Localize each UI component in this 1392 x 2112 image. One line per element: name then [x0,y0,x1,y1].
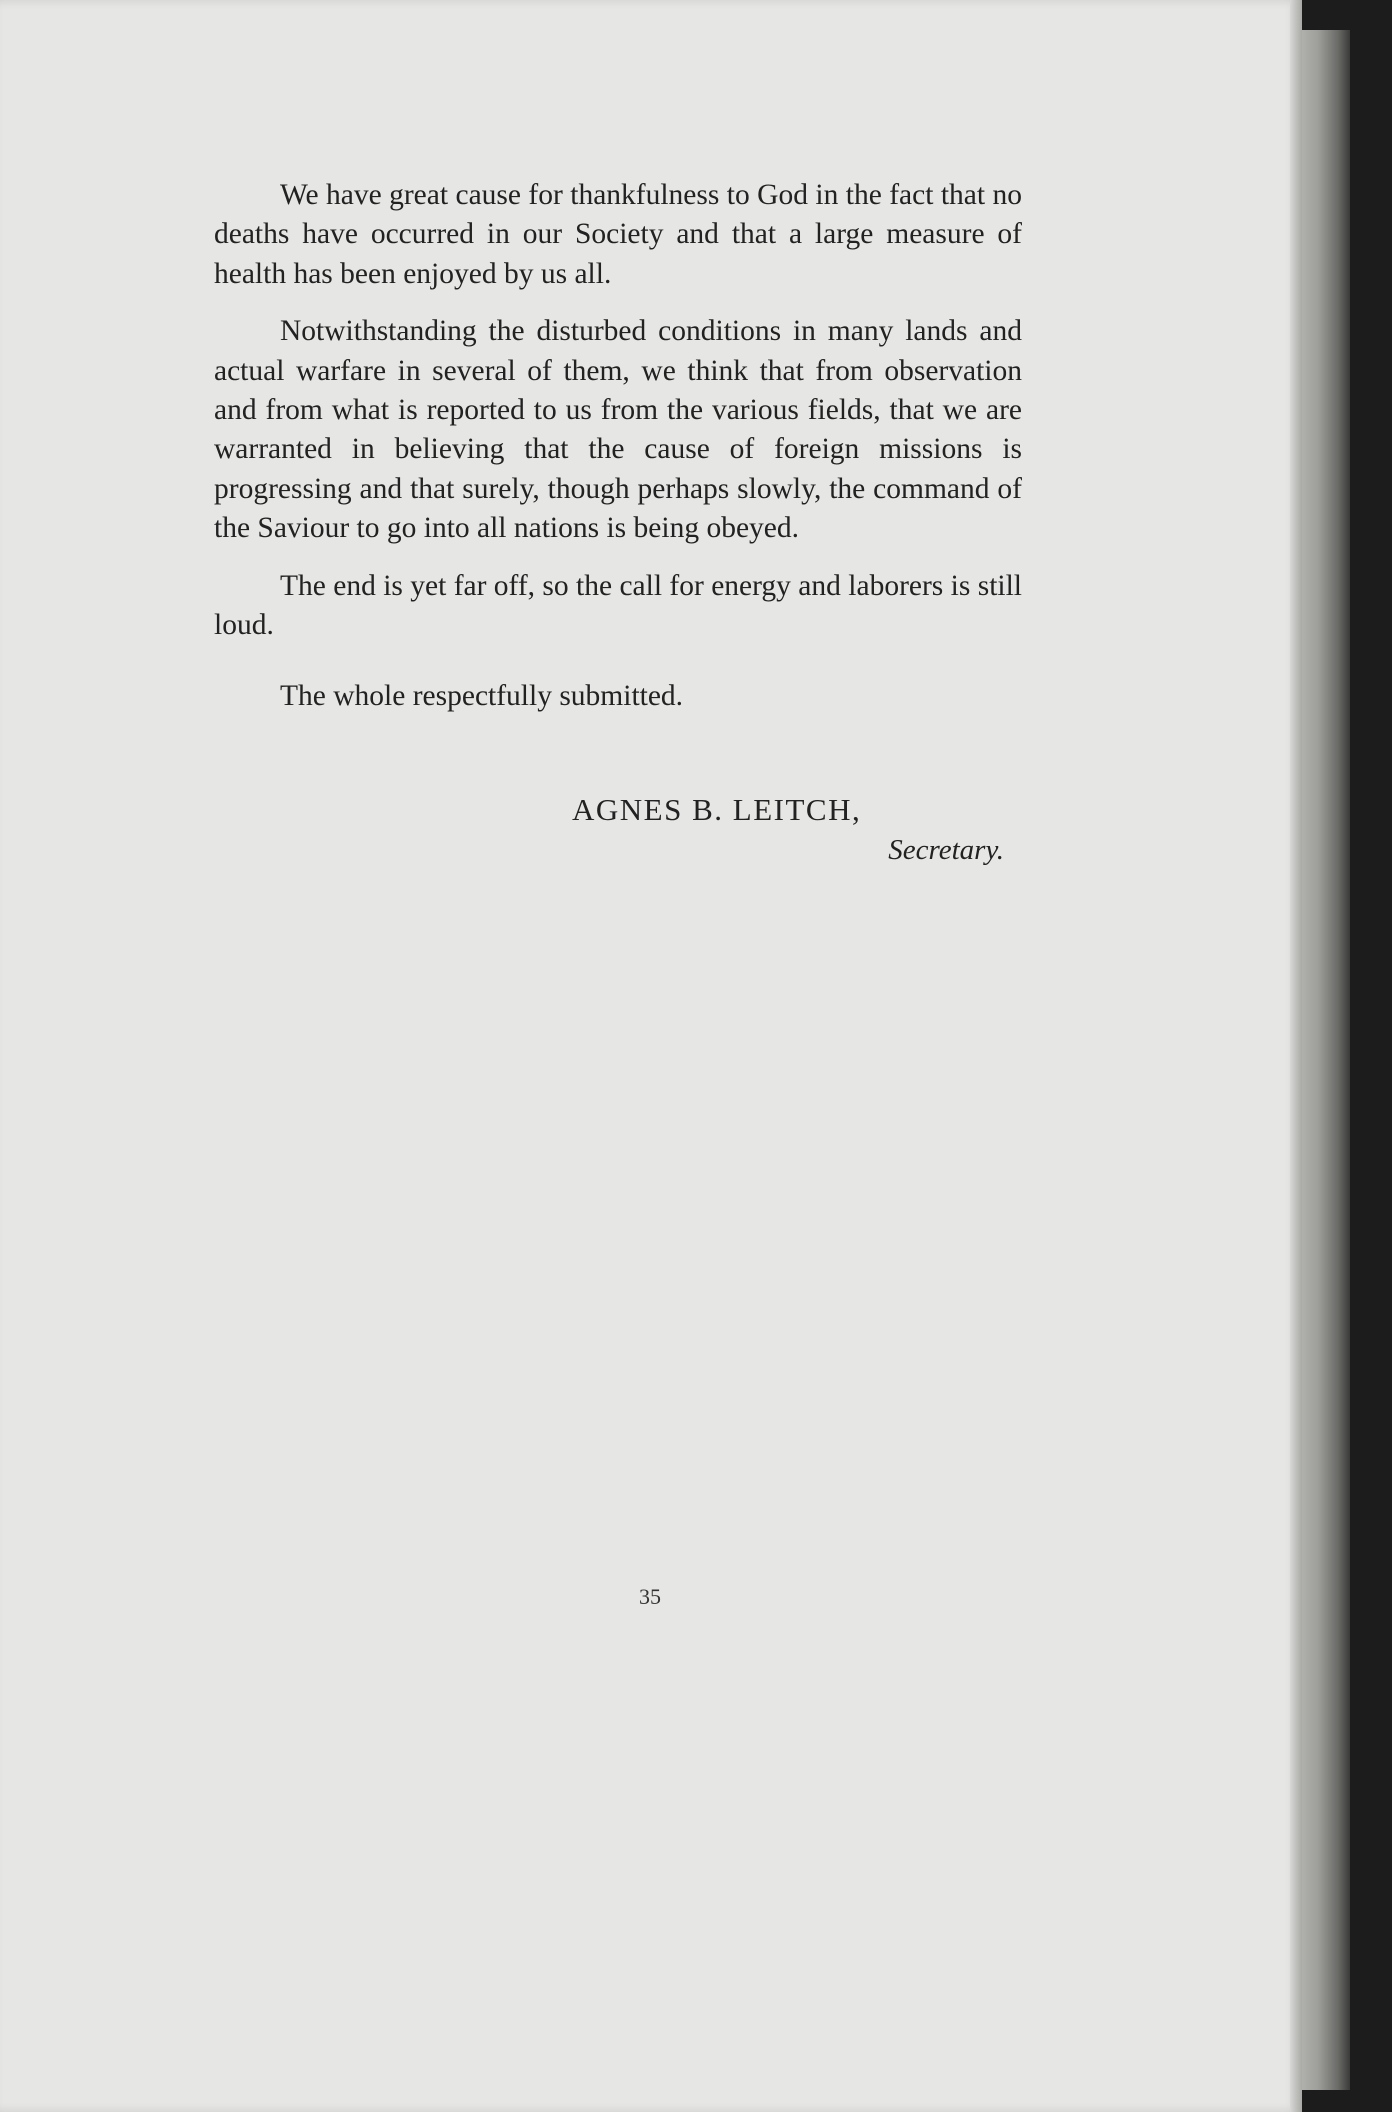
page-number: 35 [639,1584,661,1609]
signature-block [572,790,1022,870]
signature-title: Secretary. [888,834,1004,866]
body-text [214,176,1022,735]
signature-name: AGNES B. LEITCH, [572,792,862,827]
paragraph-laborers: The end is yet far off, so the call for energy and laborers is still loud. [214,569,1022,642]
paragraph-thankfulness: We have great cause for thankfulness to God in the fact that no deaths have occurred in our Society and that a large measure of health has been enjoyed by us all. [214,179,1022,290]
paragraph-submitted: The whole respectfully submitted. [280,680,684,713]
paragraph-missions: Notwithstanding the disturbed conditions in many lands and actual warfare in several of them, we think that from observation and from what is reported to us from the various fields, that we are warranted in believing that the cause of foreign missions is progressing and that surely, though perhaps slowly, the command of the Saviour to go into all nations is being obeyed. [214,315,1022,545]
page-fold-shadow [1290,0,1302,2112]
